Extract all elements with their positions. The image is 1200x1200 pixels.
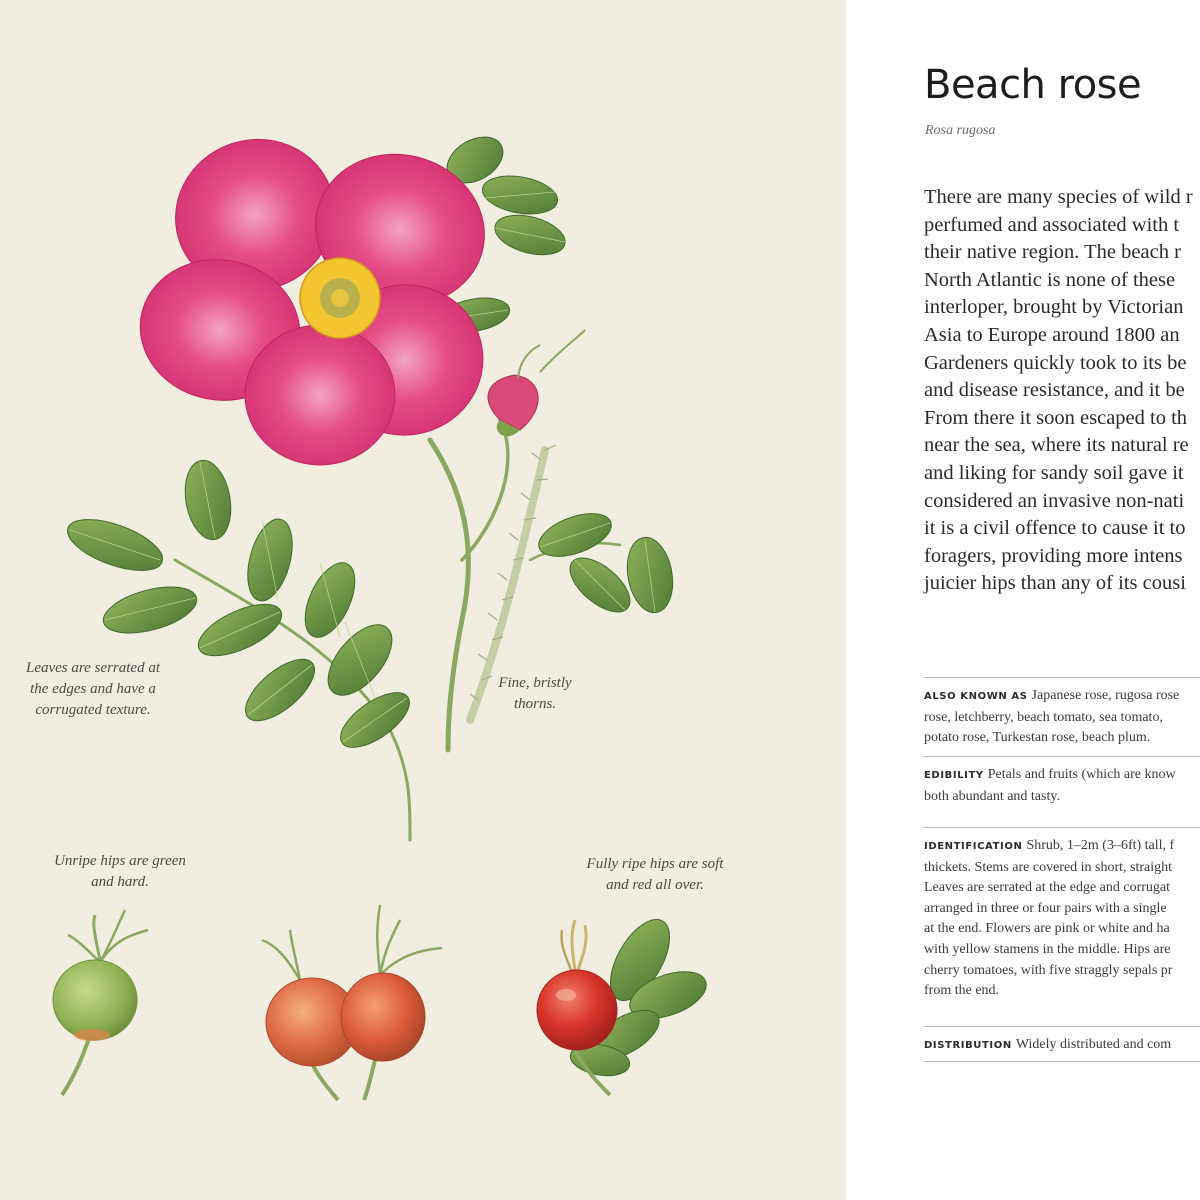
fact-edibility <box>924 756 1200 827</box>
fact-label: EDIBILITY <box>924 770 984 781</box>
hip-ripe <box>537 910 712 1095</box>
fact-text: potato rose, Turkestan rose, beach plum. <box>924 730 1151 746</box>
plant-title: Beach rose <box>924 62 1142 108</box>
fact-text: Shrub, 1–2m (3–6ft) tall, f <box>1026 838 1175 853</box>
description <box>924 184 1200 598</box>
hip-unripe <box>53 910 148 1095</box>
description-line: foragers, providing more intens <box>924 544 1183 567</box>
description-line: juicier hips than any of its cousi <box>924 572 1186 595</box>
caption-thorns: Fine, bristly thorns. <box>498 675 572 712</box>
fact-text: Leaves are serrated at the edge and corrugat <box>924 880 1171 896</box>
hip-ripening-pair <box>262 905 442 1100</box>
caption-unripe-hips: Unripe hips are green and hard. <box>54 853 186 890</box>
description-line: From there it soon escaped to th <box>924 406 1188 429</box>
text-page <box>846 0 1200 1200</box>
rose-flower <box>129 117 501 465</box>
description-line: and disease resistance, and it be <box>924 379 1185 402</box>
caption-leaves: Leaves are serrated at the edges and have a corrugated texture. <box>25 660 160 718</box>
fact-text: rose, letchberry, beach tomato, sea tomato, <box>924 709 1163 725</box>
fact-text: Widely distributed and com <box>1015 1037 1172 1052</box>
fact-text: at the end. Flowers are pink or white and ha <box>924 921 1170 937</box>
latin-name: Rosa rugosa <box>925 123 996 138</box>
description-line: near the sea, where its natural re <box>924 434 1189 457</box>
fact-text: Japanese rose, rugosa rose <box>1031 688 1180 703</box>
leaves-right <box>533 505 678 622</box>
fact-box <box>924 677 1200 1062</box>
description-line: Gardeners quickly took to its be <box>924 351 1187 374</box>
description-line: and liking for sandy soil gave it <box>924 461 1184 484</box>
fact-label: IDENTIFICATION <box>924 841 1023 852</box>
fact-text: both abundant and tasty. <box>924 788 1060 804</box>
fact-text: Petals and fruits (which are know <box>987 767 1176 782</box>
fact-label: DISTRIBUTION <box>924 1040 1012 1051</box>
description-line: it is a civil offence to cause it to <box>924 517 1186 540</box>
description-line: their native region. The beach r <box>924 241 1181 264</box>
caption-ripe-hips: Fully ripe hips are soft and red all over. <box>586 856 724 893</box>
description-line: perfumed and associated with t <box>924 213 1180 236</box>
fact-distribution <box>924 1026 1200 1062</box>
fact-text: arranged in three or four pairs with a single <box>924 900 1167 916</box>
fact-text: cherry tomatoes, with five straggly sepals pr <box>924 962 1173 978</box>
description-line: Asia to Europe around 1800 an <box>924 323 1180 346</box>
fact-text: from the end. <box>924 983 1000 999</box>
fact-label: ALSO KNOWN AS <box>924 691 1028 702</box>
fact-text: with yellow stamens in the middle. Hips are <box>924 941 1171 957</box>
rose-bud <box>488 330 585 436</box>
description-line: There are many species of wild r <box>924 186 1193 208</box>
fact-identification <box>924 827 1200 1026</box>
fact-also-known-as <box>924 677 1200 756</box>
description-line: interloper, brought by Victorian <box>924 296 1184 319</box>
description-line: North Atlantic is none of these <box>924 268 1176 291</box>
description-line: considered an invasive non-nati <box>924 489 1185 512</box>
fact-text: thickets. Stems are covered in short, straight <box>924 859 1173 875</box>
